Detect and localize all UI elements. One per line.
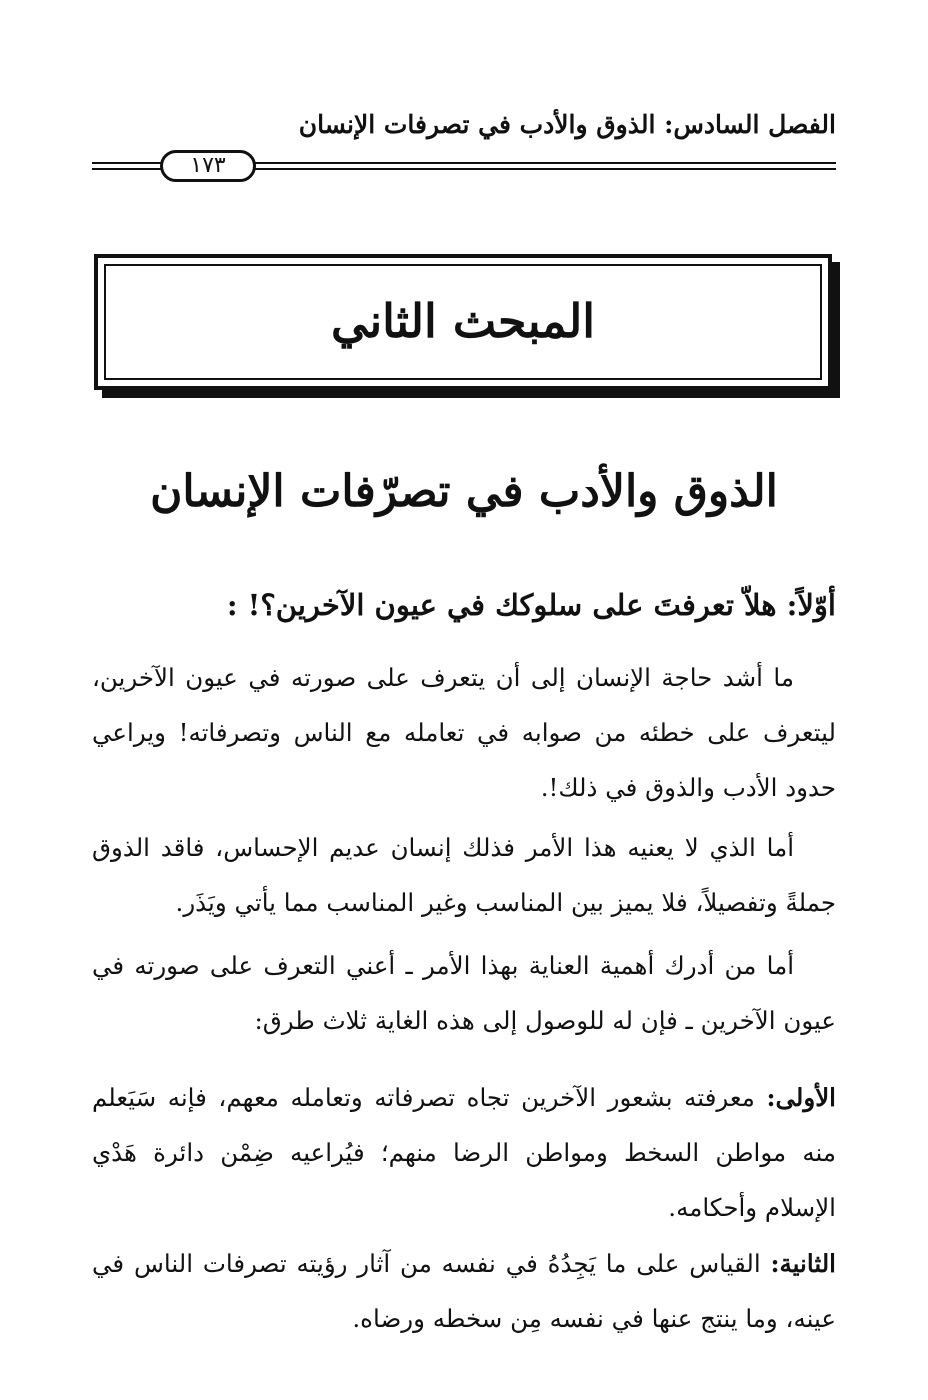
section-title: المبحث الثاني	[331, 294, 595, 348]
paragraph-3-text: أما من أدرك أهمية العناية بهذا الأمر ـ أعني التعرف على صورته في عيون الآخرين ـ فإن له للوصول إلى هذه الغاية ثلاث طرق:	[92, 951, 836, 1035]
header-rule-line-right-top	[254, 162, 836, 164]
header-rule-line-left-top	[92, 162, 162, 164]
paragraph-5	[92, 1236, 836, 1346]
paragraph-4-lead: الأولى:	[766, 1083, 836, 1112]
paragraph-5-text: القياس على ما يَجِدُهُ في نفسه من آثار رؤيته تصرفات الناس في عينه، وما ينتج عنها في نفسه مِن سخطه ورضاه.	[92, 1249, 836, 1333]
paragraph-2	[92, 820, 836, 930]
subheading: أوّلاً: هلاّ تعرفتَ على سلوكك في عيون الآخرين؟! :	[226, 588, 836, 622]
section-title-frame	[94, 254, 832, 390]
header-rule	[92, 150, 836, 190]
paragraph-1-text: ما أشد حاجة الإنسان إلى أن يتعرف على صورته في عيون الآخرين، ليتعرف على خطئه من صوابه في تعامله مع الناس وتصرفاته! ويراعي حدود الأدب والذوق في ذلك!.	[92, 663, 836, 802]
paragraph-4-text: معرفته بشعور الآخرين تجاه تصرفاته وتعامله معهم، فإنه سَيَعلم منه مواطن السخط ومواطن الرضا منهم؛ فيُراعيه ضِمْن دائرة هَدْي الإسلام وأحكامه.	[92, 1083, 836, 1222]
running-header-title: الفصل السادس: الذوق والأدب في تصرفات الإنسان	[298, 110, 836, 139]
paragraph-3	[92, 938, 836, 1048]
paragraph-1	[92, 650, 836, 815]
paragraph-4	[92, 1070, 836, 1235]
paragraph-5-lead: الثانية:	[770, 1249, 836, 1278]
header-rule-line-right-bottom	[254, 168, 836, 170]
page-number: ١٧٣	[160, 150, 256, 182]
chapter-title: الذوق والأدب في تصرّفات الإنسان	[150, 466, 778, 517]
paragraph-2-text: أما الذي لا يعنيه هذا الأمر فذلك إنسان عديم الإحساس، فاقد الذوق جملةً وتفصيلاً، فلا يميز بين المناسب وغير المناسب مما يأتي ويَذَر.	[92, 833, 836, 917]
header-rule-line-left-bottom	[92, 168, 162, 170]
